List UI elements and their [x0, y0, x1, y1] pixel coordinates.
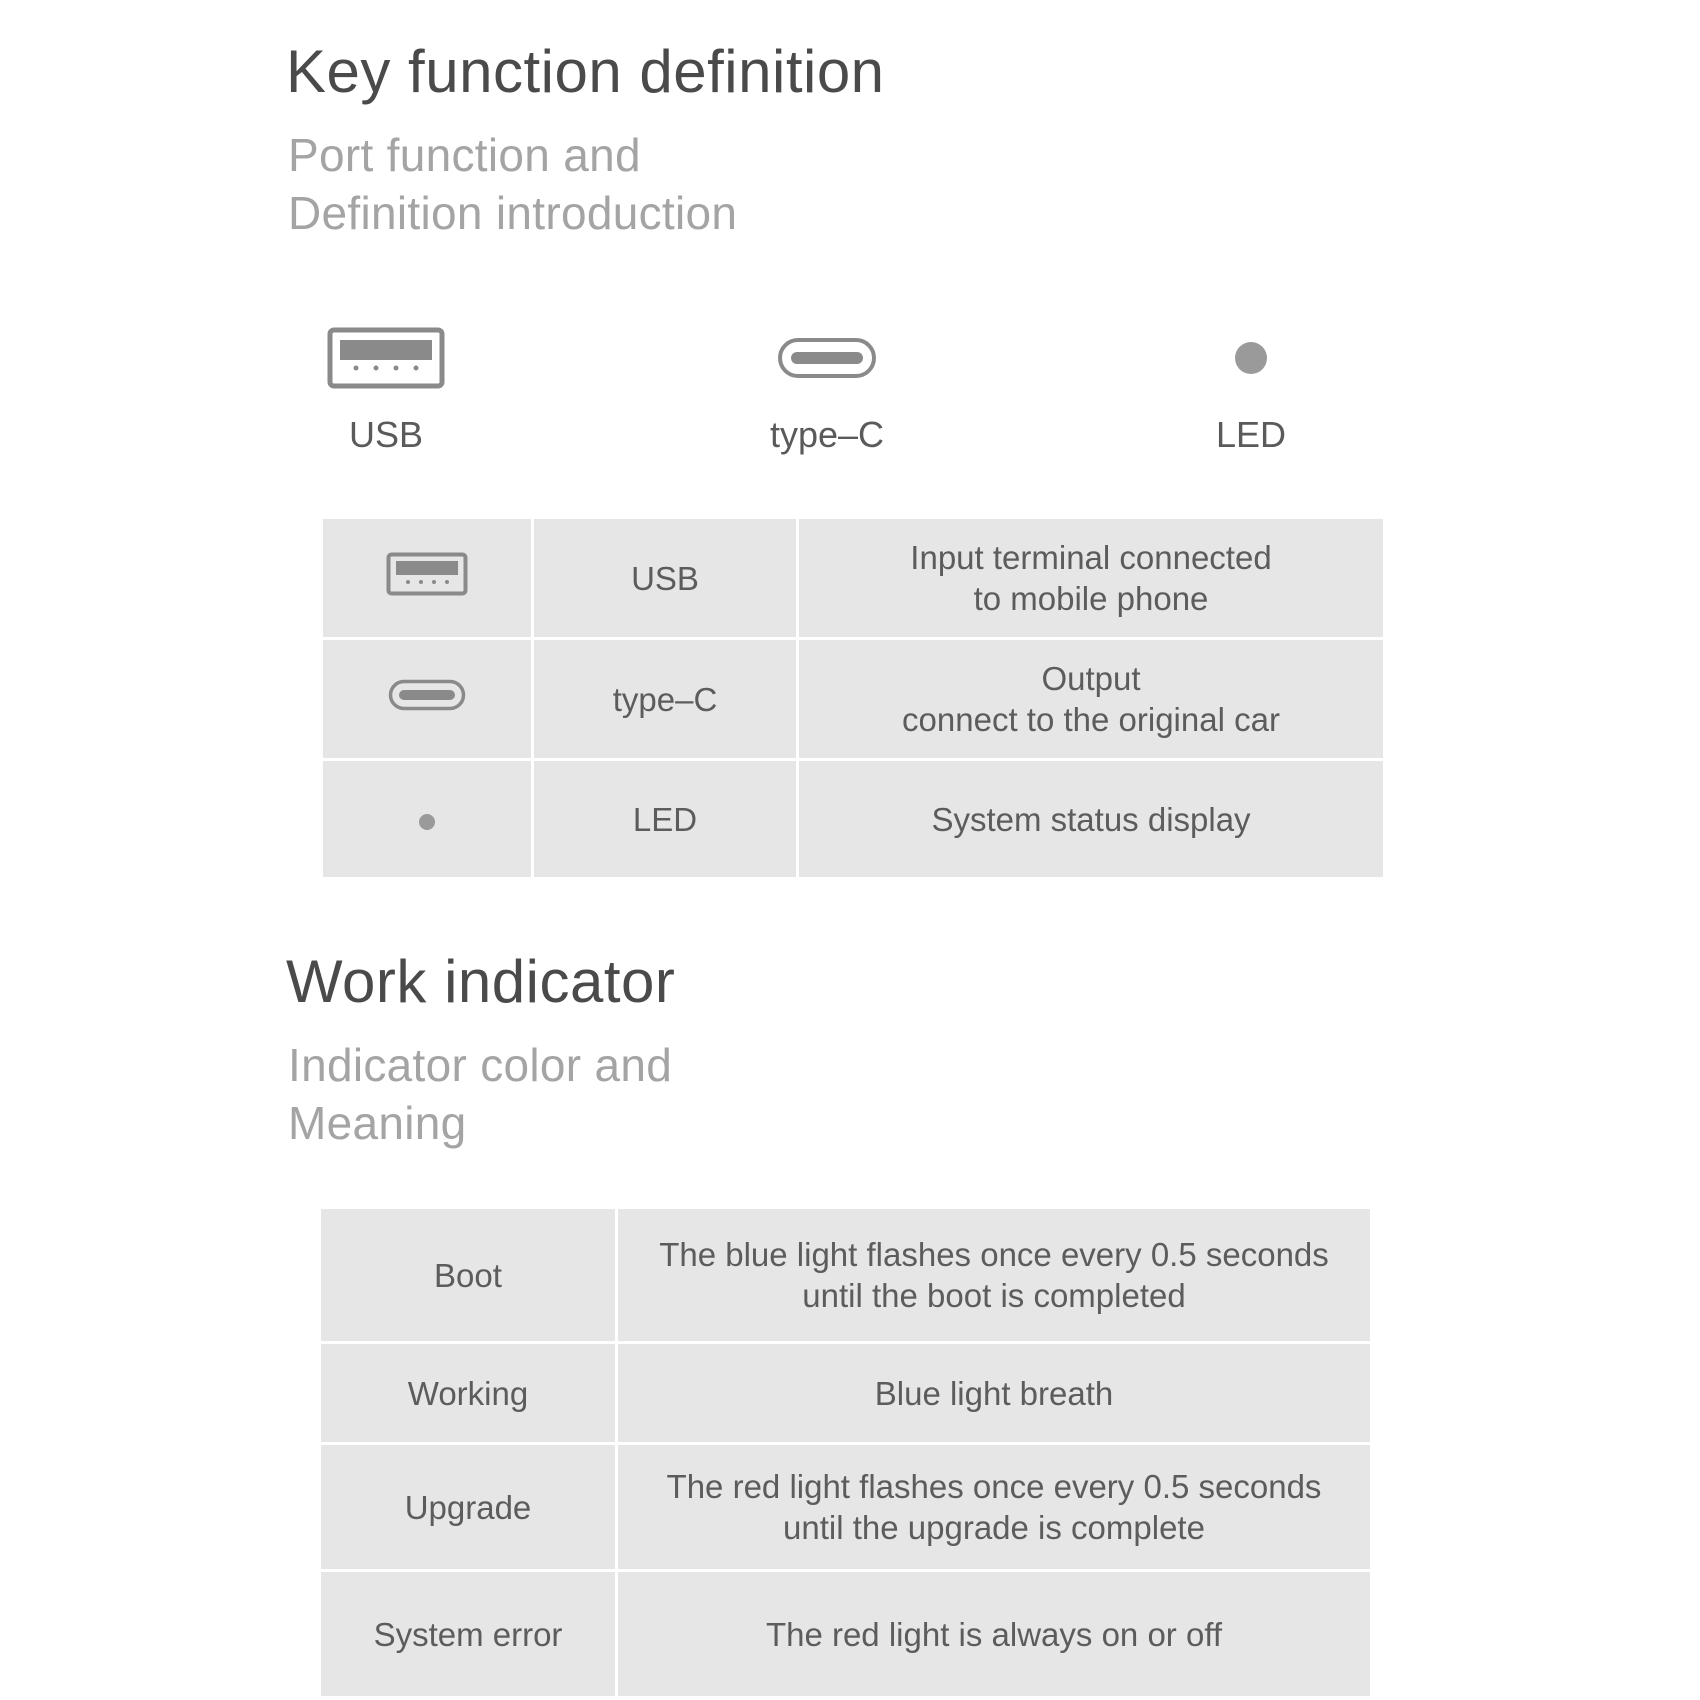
section-subtitle-port-function: [288, 126, 737, 242]
table-cell-state-desc: [618, 1344, 1370, 1442]
table-row: [323, 761, 1383, 877]
table-cell-port-name: LED: [534, 761, 796, 877]
table-cell-icon: [323, 761, 531, 877]
desc-line: The blue light flashes once every 0.5 seconds: [659, 1236, 1329, 1273]
desc-line: until the boot is completed: [802, 1277, 1186, 1314]
table-cell-state: Upgrade: [321, 1445, 615, 1569]
legend-led: [1131, 318, 1371, 456]
section-title-work-indicator: Work indicator: [286, 948, 676, 1015]
desc-line: The red light is always on or off: [765, 1615, 1223, 1653]
legend-label-led: LED: [1215, 414, 1287, 455]
desc-line: The red light flashes once every 0.5 seconds: [666, 1468, 1322, 1505]
desc-line: System status display: [931, 800, 1251, 838]
table-cell-state: Working: [321, 1344, 615, 1442]
usb-port-icon: [386, 552, 468, 596]
desc-line: connect to the original car: [902, 701, 1280, 738]
section-subtitle-indicator: [288, 1036, 672, 1152]
table-row: [321, 1209, 1370, 1341]
type-c-port-icon: [777, 337, 877, 379]
table-row: [321, 1445, 1370, 1569]
table-cell-port-desc: [799, 519, 1383, 637]
table-cell-port-desc: [799, 640, 1383, 758]
section-title-key-function: Key function definition: [286, 38, 885, 105]
subtitle-line: Port function and: [288, 129, 641, 181]
table-cell-port-desc: [799, 761, 1383, 877]
port-definition-table: [320, 516, 1386, 880]
led-dot-icon: [418, 813, 436, 831]
subtitle-line: Indicator color and: [288, 1039, 673, 1091]
table-cell-state-desc: [618, 1445, 1370, 1569]
table-cell-state-desc: [618, 1572, 1370, 1696]
subtitle-line: Definition introduction: [288, 187, 738, 239]
desc-line: Blue light breath: [874, 1374, 1114, 1412]
indicator-table: [318, 1206, 1373, 1699]
table-cell-state: Boot: [321, 1209, 615, 1341]
legend-type-c: [707, 318, 947, 456]
table-cell-state-desc: [618, 1209, 1370, 1341]
usb-port-icon: [327, 327, 445, 389]
legend-usb: [266, 318, 506, 456]
led-dot-icon: [1233, 340, 1269, 376]
desc-line: until the upgrade is complete: [783, 1509, 1205, 1546]
table-row: [323, 640, 1383, 758]
desc-line: Input terminal connected: [910, 539, 1272, 576]
table-cell-port-name: type–C: [534, 640, 796, 758]
table-cell-icon: [323, 519, 531, 637]
desc-line: Output: [1041, 660, 1141, 697]
table-cell-port-name: USB: [534, 519, 796, 637]
subtitle-line: Meaning: [288, 1097, 467, 1149]
legend-label-usb: USB: [348, 414, 424, 455]
type-c-port-icon: [388, 679, 466, 711]
table-row: [323, 519, 1383, 637]
legend-label-type-c: type–C: [769, 414, 885, 455]
table-cell-icon: [323, 640, 531, 758]
table-row: [321, 1572, 1370, 1696]
table-row: [321, 1344, 1370, 1442]
table-cell-state: System error: [321, 1572, 615, 1696]
desc-line: to mobile phone: [973, 580, 1209, 617]
